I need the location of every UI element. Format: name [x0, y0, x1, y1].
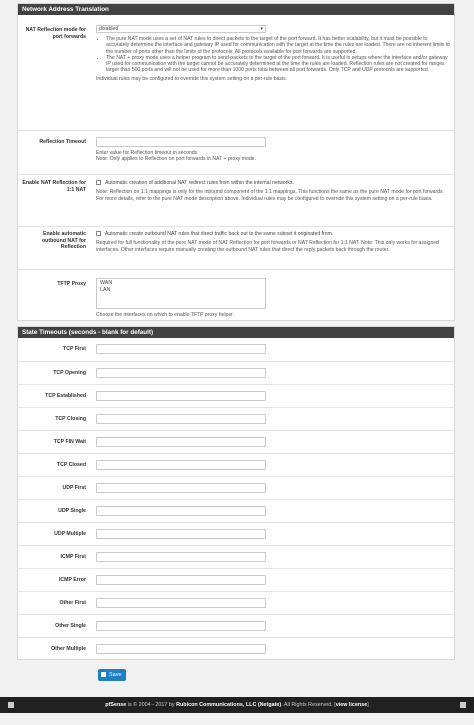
- reflection-mode-label: NAT Reflection mode for port forwards: [25, 27, 86, 40]
- timeout-input[interactable]: [96, 368, 266, 378]
- timeout-input[interactable]: [96, 414, 266, 424]
- timeout-input[interactable]: [96, 575, 266, 585]
- footer-copyright: is © 2004 - 2017 by: [127, 702, 175, 708]
- timeout-label: Other Single: [55, 623, 86, 629]
- reflection-mode-bullet-pure-nat: • The pure NAT mode uses a set of NAT rules to direct packets to the target of the port forward. It has better scalability, but it must be possible to accurately determine the interface and gateway IP used for communication with the target at the time the rules are loaded. There are no inherent limits to the number of ports other than the limits of the protocols. All protocols available for port forwards are supported.: [106, 36, 451, 55]
- save-button[interactable]: [98, 669, 126, 681]
- tftp-proxy-label: TFTP Proxy: [57, 281, 86, 287]
- reflection-timeout-label: Reflection Timeout: [39, 139, 86, 145]
- tftp-proxy-row: [18, 269, 454, 321]
- reflection-mode-help: [96, 36, 451, 74]
- timeout-label: Other Multiple: [51, 646, 86, 652]
- reflection-timeout-help-2: Note: Only applies to Reflection on port forwards in NAT + proxy mode.: [96, 156, 256, 163]
- timeout-input[interactable]: [96, 506, 266, 516]
- timeout-input[interactable]: [96, 460, 266, 470]
- footer-end: ]: [367, 702, 369, 708]
- timeout-row: [18, 476, 454, 499]
- timeout-label: TCP First: [63, 346, 86, 352]
- timeout-label: TCP FIN Wait: [53, 439, 86, 445]
- timeout-row: [18, 361, 454, 384]
- enable-nat-reflection-help: Note: Reflection on 1:1 mappings is only for the inbound component of the 1:1 mappings. This functions the same as the pure NAT mode for port forwards. For more details, refer to the pure NAT mode description above. Individual rules may be configured to override this system setting on a per-rule basis.: [96, 189, 444, 202]
- timeout-row: [18, 545, 454, 568]
- enable-outbound-checkbox-row[interactable]: [96, 231, 451, 237]
- enable-nat-reflection-checkbox[interactable]: [96, 180, 101, 185]
- timeout-input[interactable]: [96, 621, 266, 631]
- netgate-logo-icon: [460, 702, 466, 708]
- reflection-mode-control: [96, 25, 451, 82]
- footer-brand: pfSense: [105, 702, 127, 708]
- nat-panel: [17, 3, 455, 321]
- timeout-input[interactable]: [96, 437, 266, 447]
- enable-outbound-checkbox[interactable]: [96, 231, 101, 236]
- tftp-proxy-control: [96, 278, 451, 318]
- enable-outbound-label: Enable automatic outbound NAT for Reflection: [42, 231, 86, 251]
- enable-outbound-checkbox-text: Automatic create outbound NAT rules that direct traffic back out to the same subnet it originated from.: [105, 231, 334, 237]
- timeout-input[interactable]: [96, 391, 266, 401]
- enable-outbound-control: [96, 231, 451, 253]
- reflection-mode-bullet-nat-proxy: • The NAT + proxy mode uses a helper program to send packets to the target of the port forward. It is useful in setups where the interface and/or gateway IP used for communication with the target cannot be accurately determined at the time the rules are loaded. Reflection rules are not created for ranges larger than 500 ports and will not be used for more than 1000 ports total between all port forwards. Only TCP and UDP protocols are supported.: [106, 55, 451, 74]
- timeout-input[interactable]: [96, 344, 266, 354]
- tftp-proxy-option-lan[interactable]: LAN: [100, 287, 111, 293]
- enable-nat-reflection-checkbox-text: Automatic creation of additional NAT redirect rules from within the internal networks.: [105, 180, 294, 186]
- reflection-timeout-help: [96, 150, 451, 163]
- enable-outbound-row: [18, 226, 454, 269]
- state-timeouts-panel: [17, 326, 455, 660]
- timeout-input[interactable]: [96, 552, 266, 562]
- timeout-label: ICMP Error: [58, 577, 86, 583]
- timeout-row: [18, 591, 454, 614]
- state-timeouts-title: State Timeouts (seconds - blank for default): [18, 327, 454, 338]
- enable-nat-reflection-label: Enable NAT Reflection for 1:1 NAT: [22, 180, 86, 193]
- timeout-row: [18, 637, 454, 660]
- timeout-label: UDP First: [62, 485, 86, 491]
- tftp-proxy-help: Choose the interfaces on which to enable TFTP proxy helper.: [96, 312, 234, 318]
- save-label: Save: [109, 672, 122, 678]
- timeout-row: [18, 407, 454, 430]
- reflection-mode-note: Individual rules may be configured to override this system setting on a per-rule basis.: [96, 75, 288, 82]
- footer-text: [0, 697, 474, 713]
- footer-license-link[interactable]: view license: [335, 702, 368, 708]
- enable-nat-reflection-checkbox-row[interactable]: [96, 180, 451, 186]
- timeout-label: TCP Closed: [56, 462, 86, 468]
- timeout-row: [18, 384, 454, 407]
- enable-outbound-help: Required for full functionality of the pure NAT mode of NAT Reflection for port forwards or NAT Reflection for 1:1 NAT. Note: This only works for assigned interfaces. Other interfaces require manually creating the outbound NAT rules that direct the reply packets back through the router.: [96, 240, 439, 253]
- tftp-proxy-option-wan[interactable]: WAN: [100, 280, 113, 286]
- timeout-input[interactable]: [96, 483, 266, 493]
- reflection-timeout-row: [18, 130, 454, 174]
- timeout-input[interactable]: [96, 598, 266, 608]
- timeout-label: ICMP First: [60, 554, 86, 560]
- footer-company-link[interactable]: Rubicon Communications, LLC (Netgate): [176, 702, 282, 708]
- reflection-mode-selected: disabled: [99, 26, 119, 32]
- footer-rights: . All Rights Reserved. [: [281, 702, 336, 708]
- tftp-proxy-multiselect[interactable]: [96, 278, 266, 309]
- timeout-input[interactable]: [96, 529, 266, 539]
- reflection-mode-row: [18, 15, 454, 130]
- footer: [0, 697, 474, 713]
- timeout-label: Other First: [59, 600, 86, 606]
- enable-nat-reflection-row: [18, 174, 454, 226]
- timeout-row: [18, 568, 454, 591]
- timeout-row: [18, 430, 454, 453]
- reflection-timeout-input[interactable]: [96, 137, 266, 147]
- timeout-label: TCP Closing: [55, 416, 86, 422]
- enable-nat-reflection-control: [96, 180, 451, 202]
- timeout-row: [18, 614, 454, 637]
- timeout-label: TCP Opening: [53, 370, 86, 376]
- reflection-mode-select[interactable]: [96, 25, 266, 33]
- timeout-row: [18, 499, 454, 522]
- nat-panel-title: Network Address Translation: [18, 4, 454, 15]
- timeout-row: [18, 522, 454, 545]
- chevron-down-icon: ▾: [260, 26, 263, 32]
- timeout-label: UDP Multiple: [54, 531, 86, 537]
- timeout-label: UDP Single: [58, 508, 86, 514]
- timeout-label: TCP Established: [45, 393, 86, 399]
- timeout-row: [18, 338, 454, 361]
- timeout-row: [18, 453, 454, 476]
- reflection-timeout-help-1: Enter value for Reflection timeout in seconds.: [96, 150, 199, 156]
- timeout-input[interactable]: [96, 644, 266, 654]
- save-icon: [101, 672, 106, 677]
